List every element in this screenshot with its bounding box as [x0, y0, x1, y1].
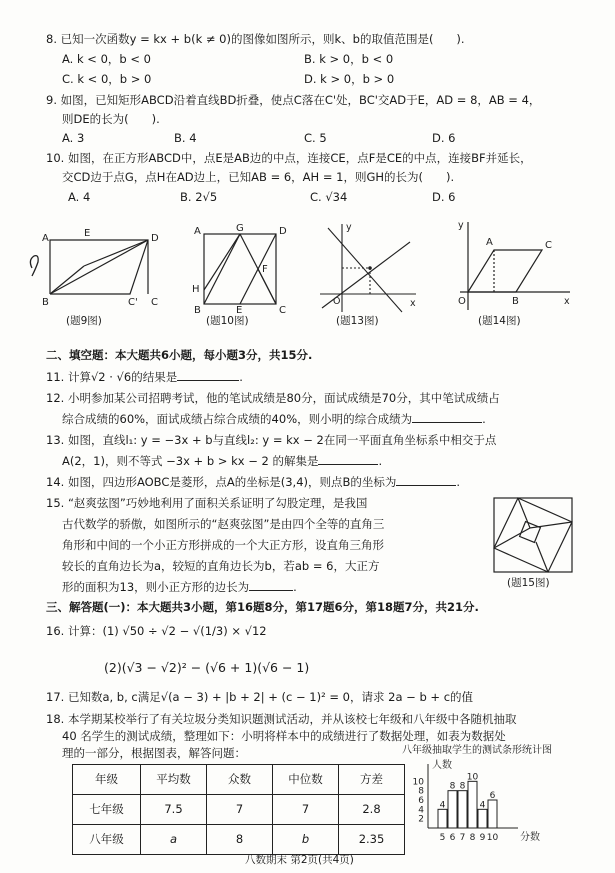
q16-label: 16. 计算： [46, 624, 103, 638]
q8-option-a: A. k < 0，b < 0 [62, 52, 151, 66]
q9-option-a: A. 3 [62, 131, 85, 145]
q15-line1: 15. “赵爽弦图”巧妙地利用了面积关系证明了勾股定理，是我国 [46, 496, 368, 510]
section3-heading: 三、解答题(一)：本大题共3小题，第16题8分，第17题6分，第18题7分，共21分. [46, 600, 479, 614]
fig13-label-o: O [333, 296, 341, 307]
table-header-cell: 平均数 [141, 765, 207, 795]
fig9-label-d: D [151, 233, 159, 244]
q15-answer-blank [249, 590, 293, 591]
figure-9 [24, 228, 164, 308]
fig10-label-f: F [262, 264, 268, 275]
fig14-label-a: A [486, 237, 493, 248]
chart-data-label: 8 [449, 781, 456, 792]
chart-x-tick-label: 8 [469, 833, 476, 843]
table-header-row [73, 765, 405, 795]
chart-data-label: 8 [459, 781, 466, 792]
table-row [73, 825, 405, 855]
q16-part1: (1) √50 ÷ √2 − √(1/3) × √12 [102, 624, 267, 638]
q18-line2: 40 名学生的测试成绩，整理如下：小明将样本中的成绩进行了数据处理，如表为数据处 [62, 729, 506, 743]
q15-line3: 角形和中间的一个小正方形拼成的一个大正方形，设直角三角形 [62, 538, 384, 552]
chart-x-tick-label: 5 [439, 833, 446, 843]
q8-option-c: C. k < 0，b > 0 [62, 72, 152, 86]
fig13-caption: (题13图) [336, 315, 379, 327]
section2-heading: 二、填空题：本大题共6小题，每小题3分，共15分. [46, 348, 313, 362]
figure-15 [488, 494, 580, 574]
chart-x-tick-label: 7 [459, 833, 466, 843]
chart-bar [458, 791, 467, 828]
chart-y-tick-label: 10 [412, 777, 424, 788]
fig14-label-x: x [564, 296, 570, 307]
fig10-caption: (题10图) [206, 315, 249, 327]
q16-part2: (2)(√3 − √2)² − (√6 + 1)(√6 − 1) [104, 660, 310, 675]
fig14-label-o: O [458, 296, 466, 307]
q13-line1: 13. 如图，直线l₁: y = −3x + b与直线l₂: y = kx − 2在同一平面直角坐标系中相交于点 [46, 433, 497, 447]
bar-chart [400, 758, 560, 850]
fig15-caption: (题15图) [507, 577, 550, 589]
q16-line1 [46, 624, 267, 640]
fig14-label-b: B [512, 296, 519, 307]
figure-14 [446, 218, 574, 316]
fig10-label-d: D [279, 226, 287, 237]
chart-y-tick-label: 2 [418, 814, 424, 825]
table-cell: 七年级 [73, 795, 141, 825]
fig14-caption: (题14图) [478, 315, 521, 327]
q11-answer-blank [177, 380, 239, 381]
q9-stem-line1: 9. 如图，已知矩形ABCD沿着直线BD折叠，使点C落在C'处，BC'交AD于E，AD = 8，AB = 4， [46, 93, 541, 107]
q14-answer-blank [396, 485, 456, 486]
q9-options [62, 131, 512, 147]
q10-option-d: D. 6 [432, 190, 456, 204]
table-cell: 7.5 [141, 795, 207, 825]
fig9-label-a: A [42, 233, 49, 244]
fig10-label-c: C [279, 305, 286, 314]
chart-x-tick-label: 9 [479, 833, 486, 843]
q10-option-b: B. 2√5 [180, 190, 218, 204]
fig9-label-e: E [84, 228, 91, 239]
q10-option-c: C. √34 [310, 190, 348, 204]
table-cell: 2.35 [339, 825, 405, 855]
table-row [73, 795, 405, 825]
table-cell: 7 [207, 795, 273, 825]
q12-line2: 综合成绩的60%，面试成绩占综合成绩的40%，则小明的综合成绩为 . [62, 412, 486, 426]
q18-line1: 18. 本学期某校举行了有关垃圾分类知识题测试活动，并从该校七年级和八年级中各随机抽取 [46, 712, 517, 726]
q9-option-b: B. 4 [174, 131, 197, 145]
chart-y-tick-label: 6 [418, 796, 424, 806]
chart-bar [438, 809, 447, 828]
q14: 14. 如图，四边形AOBC是菱形，点A的坐标是(3,4)，则点B的坐标为 . [46, 475, 461, 489]
stats-table [72, 764, 405, 855]
table-header-cell: 年级 [73, 765, 141, 795]
q10-option-a: A. 4 [68, 190, 91, 204]
q13-line2: A(2，1)，则不等式 −3x + b > kx − 2 的解集是 . [62, 454, 383, 468]
q11: 11. 计算√2 · √6的结果是 . [46, 370, 243, 384]
q8-options-row2 [62, 72, 504, 88]
table-header-cell: 中位数 [273, 765, 339, 795]
table-header-cell: 方差 [339, 765, 405, 795]
fig14-label-y: y [458, 220, 464, 231]
chart-x-tick-label: 10 [486, 833, 499, 843]
table-cell: 八年级 [73, 825, 141, 855]
figure-row [0, 220, 615, 346]
q12-line1: 12. 小明参加某公司招聘考试，他的笔试成绩是80分，面试成绩是70分，其中笔试成绩占 [46, 391, 500, 405]
figure-10 [184, 222, 292, 314]
q8-stem: 8. 已知一次函数y = kx + b(k ≠ 0)的图像如图所示，则k、b的取值范围是( ). [46, 32, 465, 46]
q9-option-c: C. 5 [304, 131, 327, 145]
fig9-label-c-prime: C' [128, 297, 138, 308]
table-cell: a [141, 825, 207, 855]
q8-option-d: D. k > 0，b > 0 [304, 72, 395, 86]
chart-bar [448, 791, 457, 828]
q10-stem-line1: 10. 如图，在正方形ABCD中，点E是AB边的中点，连接CE，点F是CE的中点，连接BF并延长， [46, 151, 532, 165]
fig9-caption: (题9图) [66, 315, 102, 327]
q13-answer-blank [318, 464, 378, 465]
q11-text: 11. 计算√2 · √6的结果是 [46, 370, 178, 384]
q15-line5: 形的面积为13，则小正方形的边长为 . [62, 580, 297, 594]
fig9-label-b: B [42, 297, 49, 308]
q9-stem-line2: 则DE的长为( ). [62, 112, 160, 126]
q10-stem-line2: 交CD边于点G，点H在AD边上，已知AB = 6，AH = 1，则GH的长为( ). [62, 170, 455, 184]
fig10-label-g: G [236, 223, 244, 234]
chart-data-label: 4 [439, 800, 446, 811]
chart-y-tick-label: 4 [418, 805, 424, 816]
chart-data-label: 6 [489, 791, 496, 801]
fig10-label-h: H [192, 284, 200, 295]
fig10-label-a: A [194, 226, 201, 237]
q10-options [68, 190, 512, 206]
chart-x-label: 分数 [520, 832, 540, 843]
chart-bar [488, 800, 497, 828]
chart-x-tick-label: 6 [449, 833, 456, 843]
q15-line5-text: 形的面积为13，则小正方形的边长为 [62, 580, 250, 594]
table-cell: 8 [207, 825, 273, 855]
chart-y-tick-label: 8 [418, 786, 424, 797]
fig10-label-b: B [194, 305, 201, 314]
chart-bar [468, 781, 477, 828]
fig13-label-y: y [346, 222, 352, 233]
table-cell: 2.8 [339, 795, 405, 825]
figure-13 [306, 220, 422, 316]
table-cell: b [273, 825, 339, 855]
q8-options [62, 52, 504, 68]
chart-title: 八年级抽取学生的测试条形统计图 [402, 745, 552, 756]
fig13-label-x: x [410, 298, 416, 309]
q8-option-b: B. k > 0，b < 0 [304, 52, 394, 66]
q12-answer-blank [412, 422, 482, 423]
page-footer: 八数期末 第2页(共4页) [245, 854, 354, 866]
chart-data-label: 4 [479, 800, 486, 811]
q13-line2-text: A(2，1)，则不等式 −3x + b > kx − 2 的解集是 [62, 454, 319, 468]
q18-line3: 理的一部分，根据图表，解答问题： [62, 746, 246, 760]
fig9-label-c: C [151, 297, 158, 308]
q14-text: 14. 如图，四边形AOBC是菱形，点A的坐标是(3,4)，则点B的坐标为 [46, 475, 397, 489]
table-header-cell: 众数 [207, 765, 273, 795]
q15-line4: 较长的直角边长为a，较短的直角边长为b，若ab = 6，大正方 [62, 559, 380, 573]
chart-data-label: 10 [466, 772, 479, 783]
chart-y-label: 人数 [432, 760, 452, 771]
q12-line2-text: 综合成绩的60%，面试成绩占综合成绩的40%，则小明的综合成绩为 [62, 412, 413, 426]
q15-line2: 古代数学的骄傲，如图所示的“赵爽弦图”是由四个全等的直角三 [62, 517, 385, 531]
q9-option-d: D. 6 [432, 131, 456, 145]
chart-bar [478, 809, 487, 828]
table-cell: 7 [273, 795, 339, 825]
q17-text: 17. 已知数a, b, c满足√(a − 3) + |b + 2| + (c − 1)² = 0，请求 2a − b + c的值 [46, 690, 474, 704]
fig14-label-c: C [545, 240, 552, 251]
fig10-label-e: E [236, 305, 243, 314]
